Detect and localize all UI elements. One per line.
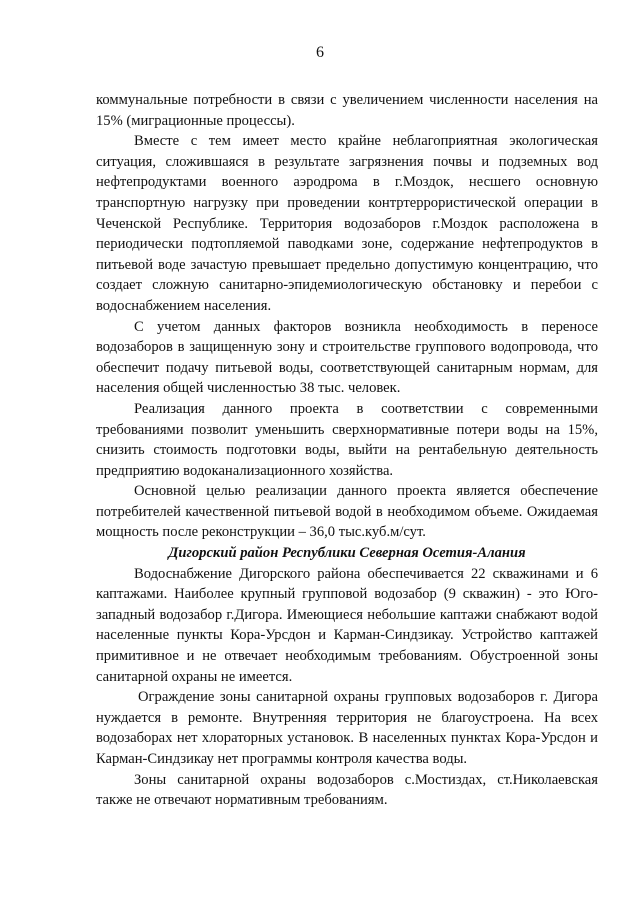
paragraph-goal: Основной целью реализации данного проекта является обеспечение потребителей качественной питьевой водой в необходимом объеме. Ожидаемая мощность после реконструкции – 36,0 тыс.куб.м/сут. [96,483,598,541]
paragraph-ecology: Вместе с тем имеет место крайне неблагоприятная экологическая ситуация, сложившаяся в результате загрязнения почвы и подземных вод нефтепродуктами военного аэродрома в г.Моздок, несшего основную транспортную нагрузку при проведении контртеррористической операции в Чеченской Республике. Территория водозаборов г.Моздок расположена в периодически подтопляемой паводками зоне, содержание нефтепродуктов в питьевой воде зачастую превышает предельно допустимую концентрацию, что создает сложную санитарно-эпидемиологическую обстановку и перебои с водоснабжением населения. [96,133,598,314]
page-number: 6 [316,44,324,61]
document-body [96,90,598,811]
paragraph-continuation: коммунальные потребности в связи с увеличением численности населения на 15% (миграционные процессы). [96,92,598,129]
paragraph-sanitary-zones: Зоны санитарной охраны водозаборов с.Мостиздах, ст.Николаевская также не отвечают нормативным требованиям. [96,771,598,809]
paragraph-relocation: С учетом данных факторов возникла необходимость в переносе водозаборов в защищенную зону и строительстве группового водопровода, что обеспечит подачу питьевой воды, соответствующей санитарным нормам, для населения общей численностью 38 тыс. человек. [96,318,598,397]
paragraph-implementation: Реализация данного проекта в соответствии с современными требованиями позволит уменьшить сверхнормативные потери воды на 15%, снизить стоимость подготовки воды, выйти на рентабельную деятельность предприятию водоканализационного хозяйства. [96,400,598,479]
paragraph-fencing: Ограждение зоны санитарной охраны групповых водозаборов г. Дигора нуждается в ремонте. Внутренняя территория не благоустроена. На всех водозаборах нет хлораторных установок. В населенных пунктах Кора-Урсдон и Карман-Синдзикау нет программы контроля качества воды. [96,689,598,767]
paragraph-water-supply: Водоснабжение Дигорского района обеспечивается 22 скважинами и 6 каптажами. Наиболее крупный групповой водозабор (9 скважин) - это Юго-западный водозабор г.Дигора. Имеющиеся небольшие каптажи снабжают водой населенные пункты Кора-Урсдон и Карман-Синдзикау. Устройство каптажей примитивное и не отвечает необходимым требованиям. Обустроенной зоны санитарной охраны не имеется. [96,565,598,685]
section-heading: Дигорский район Республики Северная Осетия-Алания [168,545,526,562]
